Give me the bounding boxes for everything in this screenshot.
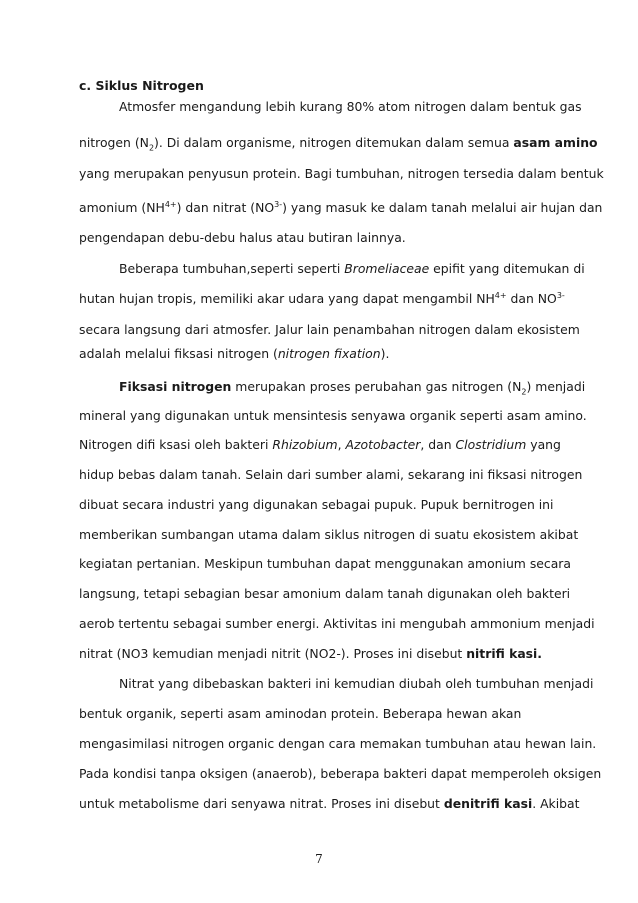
- paragraph-line: kegiatan pertanian. Meskipun tumbuhan dapat menggunakan amonium secara: [79, 556, 571, 571]
- paragraph-line: adalah melalui fiksasi nitrogen (nitrogen fixation).: [79, 346, 390, 361]
- paragraph-line: hutan hujan tropis, memiliki akar udara yang dapat mengambil $NH^{4+}$ dan $NO^{3-}$: [79, 290, 565, 306]
- term-nitrifikasi: nitrifi kasi.: [466, 646, 543, 661]
- paragraph-line: amonium $(NH^{4+})$ dan nitrat $(NO^{3-})$ yang masuk ke dalam tanah melalui air hujan dan: [79, 199, 603, 215]
- paragraph-line: mengasimilasi nitrogen organic dengan cara memakan tumbuhan atau hewan lain.: [79, 736, 597, 751]
- paragraph-line: Atmosfer mengandung lebih kurang 80% atom nitrogen dalam bentuk gas: [119, 99, 582, 114]
- paragraph-line: untuk metabolisme dari senyawa nitrat. Proses ini disebut denitrifi kasi. Akibat: [79, 796, 580, 811]
- paragraph-line: yang merupakan penyusun protein. Bagi tumbuhan, nitrogen tersedia dalam bentuk: [79, 166, 604, 181]
- paragraph-line: secara langsung dari atmosfer. Jalur lain penambahan nitrogen dalam ekosistem: [79, 322, 580, 337]
- paragraph-line: Nitrat yang dibebaskan bakteri ini kemudian diubah oleh tumbuhan menjadi: [119, 676, 594, 691]
- paragraph-line: nitrat (NO3 kemudian menjadi nitrit (NO2-). Proses ini disebut nitrifi kasi.: [79, 646, 543, 661]
- paragraph-line: Beberapa tumbuhan,seperti seperti Bromeliaceae epifit yang ditemukan di: [119, 261, 585, 276]
- paragraph-line: Fiksasi nitrogen merupakan proses perubahan gas nitrogen $(N_2)$ menjadi: [119, 379, 586, 397]
- paragraph-line: bentuk organik, seperti asam aminodan protein. Beberapa hewan akan: [79, 706, 522, 721]
- paragraph-line: langsung, tetapi sebagian besar amonium dalam tanah digunakan oleh bakteri: [79, 586, 571, 601]
- term-denitrifikasi: denitrifi kasi: [443, 796, 533, 811]
- paragraph-line: pengendapan debu-debu halus atau butiran lainnya.: [79, 230, 406, 245]
- paragraph-line: mineral yang digunakan untuk mensintesis senyawa organik seperti asam amino.: [79, 408, 587, 423]
- paragraph-line: nitrogen $(N_2)$. Di dalam organisme, nitrogen ditemukan dalam semua asam amino: [79, 135, 598, 153]
- paragraph-line: Pada kondisi tanpa oksigen (anaerob), beberapa bakteri dapat memperoleh oksigen: [79, 766, 602, 781]
- paragraph-line: memberikan sumbangan utama dalam siklus nitrogen di suatu ekosistem akibat: [79, 527, 579, 542]
- term-asam-amino: asam amino: [513, 135, 598, 150]
- term-fiksasi-nitrogen: Fiksasi nitrogen: [119, 379, 232, 394]
- paragraph-line: aerob tertentu sebagai sumber energi. Aktivitas ini mengubah ammonium menjadi: [79, 616, 595, 631]
- paragraph-line: hidup bebas dalam tanah. Selain dari sumber alami, sekarang ini fiksasi nitrogen: [79, 467, 583, 482]
- page-number: 7: [315, 852, 323, 866]
- paragraph-line: dibuat secara industri yang digunakan sebagai pupuk. Pupuk bernitrogen ini: [79, 497, 554, 512]
- paragraph-line: Nitrogen difi ksasi oleh bakteri Rhizobium, Azotobacter, dan Clostridium yang: [79, 437, 561, 452]
- section-heading: c. Siklus Nitrogen: [79, 78, 204, 93]
